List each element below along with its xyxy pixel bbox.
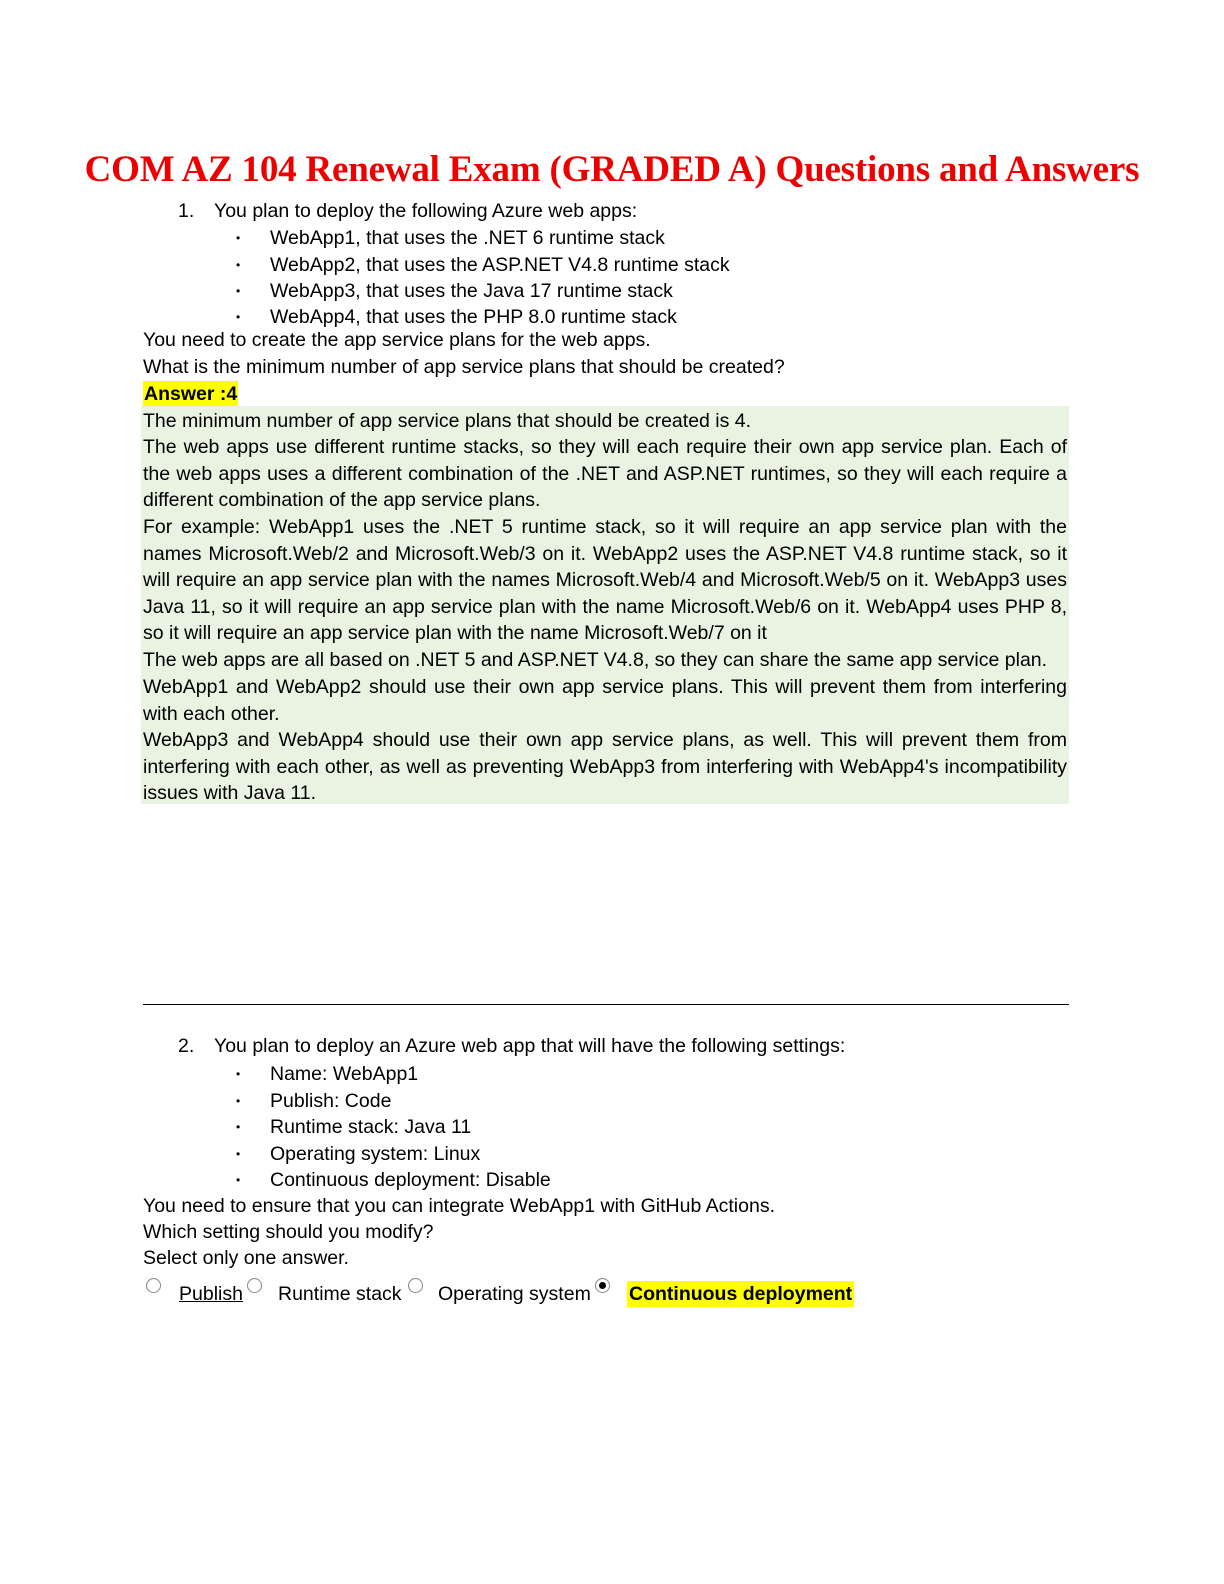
option-label-publish[interactable]: Publish (179, 1283, 243, 1305)
list-item: WebApp4, that uses the PHP 8.0 runtime stack (270, 306, 677, 328)
option-label-continuous-deployment[interactable]: Continuous deployment (629, 1283, 853, 1305)
question-line: Select only one answer. (143, 1247, 349, 1269)
explanation-paragraph: The web apps are all based on .NET 5 and ASP.NET V4.8, so they can share the same app service plan. (143, 649, 1048, 671)
list-item: Publish: Code (270, 1090, 392, 1112)
option-radio-runtime-stack[interactable] (247, 1278, 262, 1293)
bullet-icon: • (236, 1147, 241, 1161)
option-label-operating-system[interactable]: Operating system (438, 1283, 591, 1305)
option-radio-operating-system[interactable] (408, 1278, 423, 1293)
bullet-icon: • (236, 1067, 241, 1081)
question-line: What is the minimum number of app service plans that should be created? (143, 356, 785, 378)
bullet-icon: • (236, 1120, 241, 1134)
list-item: Operating system: Linux (270, 1143, 481, 1165)
list-item: WebApp2, that uses the ASP.NET V4.8 runtime stack (270, 254, 730, 276)
section-divider (143, 1004, 1069, 1005)
list-item: Runtime stack: Java 11 (270, 1116, 472, 1138)
bullet-icon: • (236, 1173, 241, 1187)
bullet-icon: • (236, 310, 241, 324)
question-number: 2. (178, 1035, 195, 1057)
question-text: You plan to deploy the following Azure web apps: (214, 200, 638, 222)
question-number: 1. (178, 200, 195, 222)
question-text: You plan to deploy an Azure web app that will have the following settings: (214, 1035, 846, 1057)
list-item: WebApp3, that uses the Java 17 runtime stack (270, 280, 673, 302)
explanation-paragraph: For example: WebApp1 uses the .NET 5 runtime stack, so it will require an app service plan with the names Microsoft.Web/2 and Microsoft.Web/3 on it. WebApp2 uses the ASP.NET V4.8 runtime stack, so it will require an app service plan with the names Microsoft.Web/4 and Microsoft.Web/5 on it. WebApp3 uses Java 11, so it will require an app service plan with the name Microsoft.Web/6 on it. WebApp4 uses PHP 8, so it will require an app service plan with the name Microsoft.Web/7 on it (143, 516, 1067, 645)
bullet-icon: • (236, 258, 241, 272)
bullet-icon: • (236, 1094, 241, 1108)
bullet-icon: • (236, 284, 241, 298)
answer-label: Answer :4 (144, 383, 238, 405)
document-title: COM AZ 104 Renewal Exam (GRADED A) Questions and Answers (84, 149, 1140, 190)
explanation-box (141, 406, 1069, 804)
option-label-runtime-stack[interactable]: Runtime stack (278, 1283, 402, 1305)
explanation-paragraph: WebApp3 and WebApp4 should use their own app service plans, as well. This will prevent them from interfering with each other, as well as preventing WebApp3 from interfering with WebApp4's incompatibility issues with Java 11. (143, 729, 1067, 805)
question-line: You need to ensure that you can integrate WebApp1 with GitHub Actions. (143, 1195, 775, 1217)
list-item: WebApp1, that uses the .NET 6 runtime stack (270, 227, 665, 249)
answer-options (143, 1278, 1043, 1310)
list-item: Name: WebApp1 (270, 1063, 419, 1085)
explanation-paragraph: The web apps use different runtime stacks, so they will each require their own app service plan. Each of the web apps uses a different combination of the .NET and ASP.NET runtimes, so they will each require a different combination of the app service plans. (143, 436, 1067, 512)
explanation-paragraph: WebApp1 and WebApp2 should use their own app service plans. This will prevent them from interfering with each other. (143, 676, 1067, 725)
option-radio-continuous-deployment[interactable] (595, 1278, 610, 1293)
question-line: Which setting should you modify? (143, 1221, 434, 1243)
option-radio-publish[interactable] (146, 1278, 161, 1293)
question-line: You need to create the app service plans for the web apps. (143, 329, 651, 351)
bullet-icon: • (236, 231, 241, 245)
list-item: Continuous deployment: Disable (270, 1169, 551, 1191)
explanation-paragraph: The minimum number of app service plans that should be created is 4. (143, 410, 752, 432)
